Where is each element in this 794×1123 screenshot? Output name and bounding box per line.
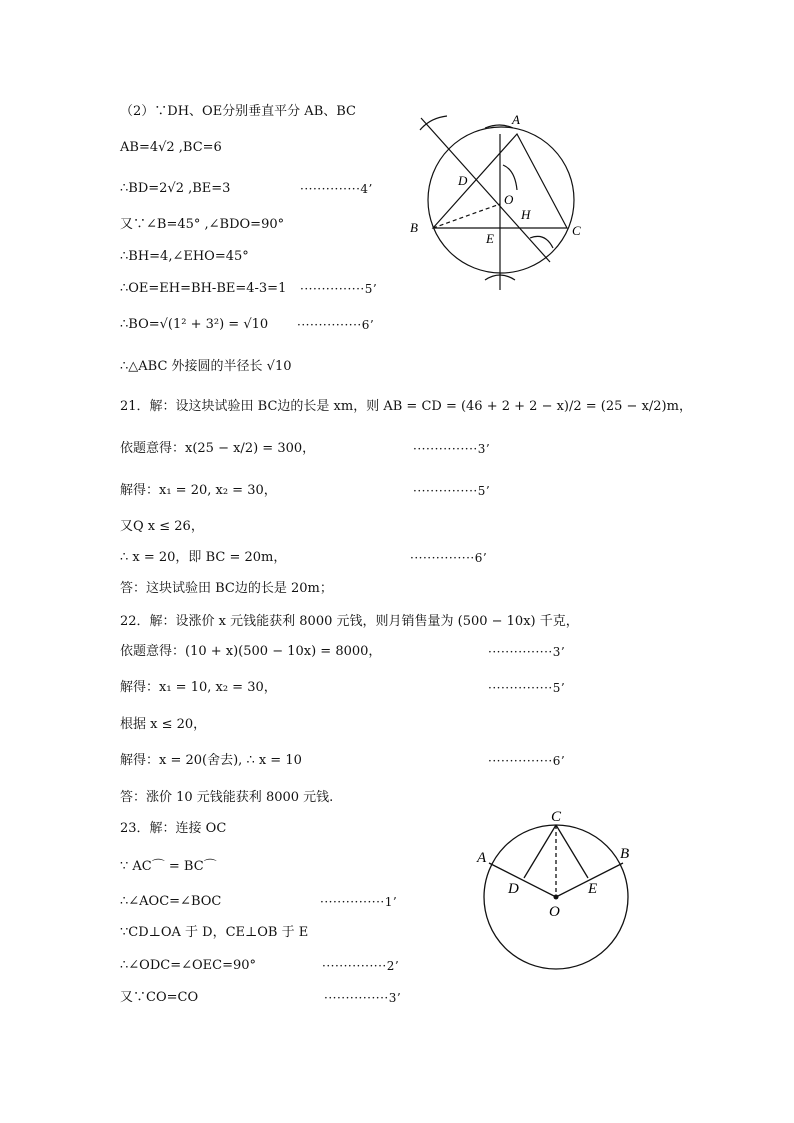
s20-line6: ∴OE=EH=BH-BE=4-3=1 <box>120 281 287 296</box>
s21-mark3: ···············5’ <box>413 484 491 498</box>
s21-line2: 依题意得：x(25 − x/2) = 300， <box>120 441 316 456</box>
s23-line2: ∵ AC⌒ = BC⌒ <box>120 859 217 874</box>
fig23-label-O: O <box>549 904 560 920</box>
s21-mark5: ···············6’ <box>410 551 488 565</box>
s22-line5: 解得：x = 20(舍去), ∴ x = 10 <box>120 753 302 768</box>
s20-line7: ∴BO=√(1² + 3²) = √10 <box>120 317 269 332</box>
fig20-label-B: B <box>410 220 418 235</box>
s20-line5: ∴BH=4,∠EHO=45° <box>120 249 249 264</box>
s22-mark5: ···············6’ <box>488 754 566 768</box>
s20-line1: （2）∵DH、OE分别垂直平分 AB、BC <box>120 104 356 119</box>
fig20-label-C: C <box>572 223 581 238</box>
s20-mark3: ··············4’ <box>300 182 373 196</box>
s23-line3: ∴∠AOC=∠BOC <box>120 894 222 909</box>
s21-mark2: ···············3’ <box>413 442 491 456</box>
s20-line8: ∴△ABC 外接圆的半径长 √10 <box>120 359 292 374</box>
fig23-label-E: E <box>588 881 598 897</box>
fig20-label-O: O <box>504 192 514 207</box>
s23-line4: ∵CD⊥OA 于 D，CE⊥OB 于 E <box>120 925 309 940</box>
s22-line2: 依题意得：(10 + x)(500 − 10x) = 8000， <box>120 644 382 659</box>
s23-mark5: ···············2’ <box>322 959 400 973</box>
fig23-label-A: A <box>477 850 487 866</box>
s20-line3: ∴BD=2√2 ,BE=3 <box>120 181 231 196</box>
s21-line4: 又Q x ≤ 26， <box>120 519 204 534</box>
fig20-label-A: A <box>512 112 520 127</box>
arc-figure <box>470 800 640 980</box>
s21-line1: 21．解：设这块试验田 BC边的长是 xm，则 AB = CD = (46 + 2 + 2 − x)/2 = (25 − x/2)m， <box>120 399 692 414</box>
circumcircle-figure <box>395 100 595 300</box>
fig20-label-D: D <box>458 173 468 188</box>
s22-mark2: ···············3’ <box>488 645 566 659</box>
s21-line6: 答：这块试验田 BC边的长是 20m； <box>120 581 333 596</box>
fig20-label-E: E <box>486 231 494 246</box>
s20-line2: AB=4√2 ,BC=6 <box>120 140 222 155</box>
s22-mark3: ···············5’ <box>488 681 566 695</box>
s23-line5: ∴∠ODC=∠OEC=90° <box>120 958 257 973</box>
fig23-label-C: C <box>551 809 562 825</box>
s23-mark6: ···············3’ <box>324 991 402 1005</box>
s21-line5: ∴ x = 20，即 BC = 20m， <box>120 550 287 565</box>
s22-line6: 答：涨价 10 元钱能获利 8000 元钱. <box>120 790 334 805</box>
s20-mark6: ···············5’ <box>300 282 378 296</box>
s23-line6: 又∵CO=CO <box>120 990 199 1005</box>
fig20-label-H: H <box>521 207 531 222</box>
s20-line4: 又∵∠B=45° ,∠BDO=90° <box>120 217 285 232</box>
s22-line4: 根据 x ≤ 20， <box>120 717 207 732</box>
fig23-label-D: D <box>508 881 519 897</box>
s20-mark7: ···············6’ <box>297 318 375 332</box>
s23-line1: 23．解：连接 OC <box>120 821 227 836</box>
s22-line3: 解得：x₁ = 10, x₂ = 30， <box>120 680 277 695</box>
fig23-label-B: B <box>620 846 630 862</box>
s22-line1: 22．解：设涨价 x 元钱能获利 8000 元钱，则月销售量为 (500 − 10x) 千克， <box>120 614 579 629</box>
s21-line3: 解得：x₁ = 20, x₂ = 30， <box>120 483 277 498</box>
s23-mark3: ···············1’ <box>320 895 398 909</box>
